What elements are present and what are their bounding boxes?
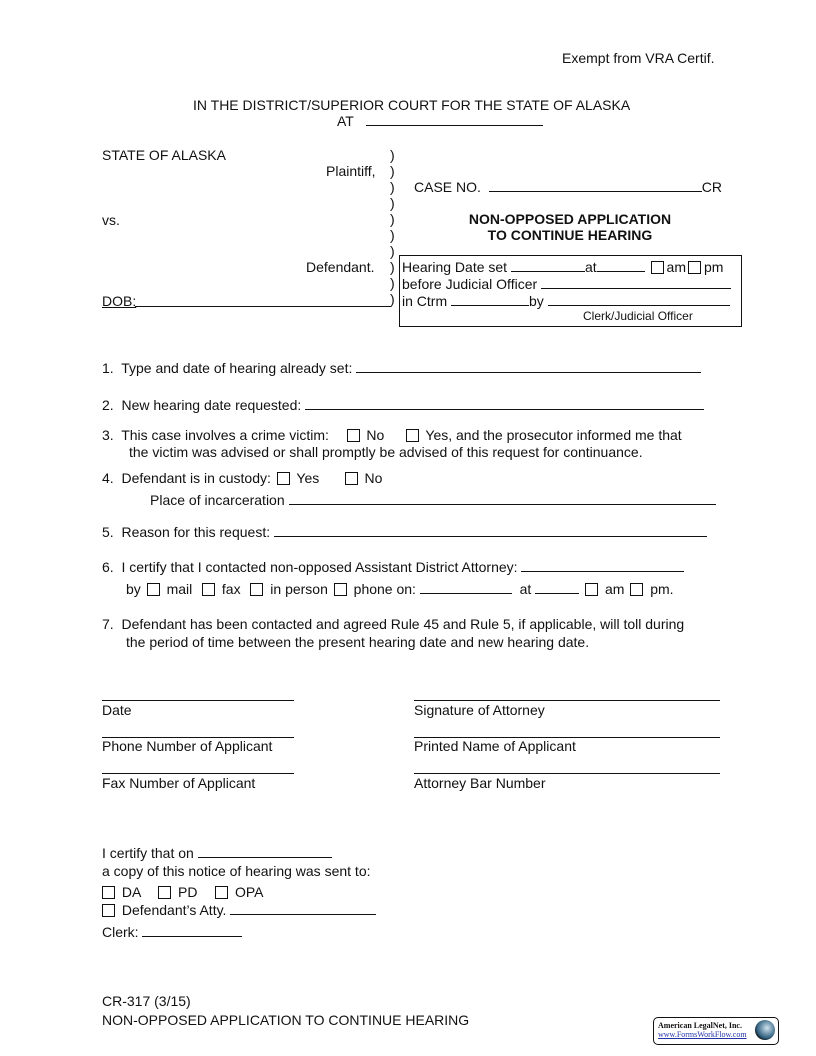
paren: ) — [390, 147, 395, 163]
label: pm — [703, 259, 724, 275]
pd-checkbox[interactable] — [158, 886, 171, 899]
cr-suffix: CR — [701, 179, 723, 195]
label: OPA — [234, 884, 264, 900]
phone-date-field[interactable] — [420, 581, 512, 594]
atty-row — [100, 902, 376, 918]
label: mail — [166, 581, 193, 597]
case-number-field[interactable] — [489, 179, 702, 192]
label: DA — [121, 884, 141, 900]
judicial-officer-row — [402, 276, 731, 292]
label: am — [604, 581, 625, 597]
am-checkbox[interactable] — [651, 261, 664, 274]
phone-time-field[interactable] — [535, 581, 579, 594]
label: phone on: — [353, 581, 416, 597]
victim-no-checkbox[interactable] — [347, 429, 360, 442]
item-2 — [102, 397, 704, 413]
form-title-line1: NON-OPPOSED APPLICATION — [468, 211, 672, 227]
label: No — [364, 470, 383, 486]
label: before Judicial Officer — [402, 276, 538, 292]
exempt-note: Exempt from VRA Certif. — [562, 50, 715, 66]
item-3-line2: the victim was advised or shall promptly be advised of this request for continuance. — [129, 444, 643, 460]
hearing-set-field[interactable] — [356, 360, 701, 373]
num: 7. — [102, 616, 114, 632]
da-checkbox[interactable] — [102, 886, 115, 899]
fax-label: Fax Number of Applicant — [102, 775, 256, 791]
opa-checkbox[interactable] — [215, 886, 228, 899]
new-date-field[interactable] — [305, 397, 704, 410]
hearing-date-field[interactable] — [511, 259, 585, 272]
item-3 — [102, 427, 682, 443]
num: 3. — [102, 427, 114, 443]
item-6-line2 — [126, 581, 674, 597]
vs-label: vs. — [102, 212, 120, 228]
paren: ) — [390, 195, 395, 211]
judicial-officer-field[interactable] — [541, 276, 731, 289]
custody-yes-checkbox[interactable] — [277, 472, 290, 485]
ada-name-field[interactable] — [521, 559, 684, 572]
mail-checkbox[interactable] — [147, 583, 160, 596]
certify-row — [102, 845, 332, 861]
label: Yes — [296, 470, 320, 486]
logo-url: www.FormsWorkFlow.com — [658, 1030, 747, 1039]
label: I certify that I contacted non-opposed Assistant District Attorney: — [121, 559, 518, 575]
item-7-line2: the period of time between the present hearing date and new hearing date. — [126, 634, 590, 650]
court-location — [337, 113, 543, 129]
atty-name-field[interactable] — [230, 902, 376, 915]
signature-label: Signature of Attorney — [414, 702, 545, 718]
label: pm. — [650, 581, 674, 597]
paren: ) — [390, 259, 395, 275]
label: am — [666, 259, 686, 275]
certify-copy: a copy of this notice of hearing was sent to: — [102, 863, 371, 879]
footer-title: NON-OPPOSED APPLICATION TO CONTINUE HEARING — [102, 1012, 470, 1028]
form-title-line2: TO CONTINUE HEARING — [487, 227, 653, 243]
clerk-name-field[interactable] — [142, 924, 242, 937]
courtroom-field[interactable] — [451, 293, 529, 306]
logo-name: American LegalNet, Inc. — [658, 1021, 742, 1030]
at-label: AT — [337, 113, 354, 129]
defendant-label: Defendant. — [306, 259, 375, 275]
certify-date-field[interactable] — [198, 845, 332, 858]
label: Yes, and the prosecutor informed me that — [425, 427, 682, 443]
am-checkbox[interactable] — [585, 583, 598, 596]
case-number-row — [414, 179, 722, 195]
form-number: CR-317 (3/15) — [102, 993, 191, 1009]
recipient-row — [100, 884, 263, 900]
label: Place of incarceration — [150, 492, 285, 508]
incarceration-field[interactable] — [289, 492, 716, 505]
label: in person — [270, 581, 328, 597]
label: Type and date of hearing already set: — [121, 360, 353, 376]
fax-checkbox[interactable] — [202, 583, 215, 596]
num: 5. — [102, 524, 114, 540]
pm-checkbox[interactable] — [630, 583, 643, 596]
case-no-label: CASE NO. — [414, 179, 481, 195]
dob-label: DOB: — [102, 293, 137, 309]
num: 1. — [102, 360, 114, 376]
fax-line[interactable] — [102, 773, 294, 774]
plaintiff-name: STATE OF ALASKA — [102, 147, 226, 163]
clerk-field[interactable] — [548, 293, 730, 306]
paren: ) — [390, 275, 395, 291]
label: at — [584, 259, 597, 275]
in-person-checkbox[interactable] — [250, 583, 263, 596]
num: 6. — [102, 559, 114, 575]
globe-icon — [755, 1020, 775, 1040]
label: Clerk: — [102, 924, 139, 940]
incarceration-row — [150, 492, 716, 508]
reason-field[interactable] — [274, 524, 707, 537]
paren: ) — [390, 211, 395, 227]
label: Hearing Date set — [402, 259, 508, 275]
paren: ) — [390, 291, 395, 307]
hearing-date-row — [402, 259, 723, 275]
clerk-row — [102, 924, 242, 940]
paren: ) — [390, 227, 395, 243]
dob-field[interactable] — [135, 306, 391, 307]
paren: ) — [390, 243, 395, 259]
publisher-logo — [653, 1017, 779, 1045]
label: New hearing date requested: — [121, 397, 302, 413]
label: by — [529, 293, 544, 309]
item-5 — [102, 524, 707, 540]
item-6 — [102, 559, 684, 575]
date-line[interactable] — [102, 700, 294, 701]
bar-number-label: Attorney Bar Number — [414, 775, 546, 791]
paren: ) — [390, 163, 395, 179]
hearing-time-field[interactable] — [597, 259, 645, 272]
label: PD — [178, 884, 198, 900]
date-label: Date — [102, 702, 132, 718]
clerk-label: Clerk/Judicial Officer — [583, 309, 693, 323]
plaintiff-label: Plaintiff, — [326, 163, 376, 179]
victim-yes-checkbox[interactable] — [406, 429, 419, 442]
label: This case involves a crime victim: — [121, 427, 329, 443]
num: 4. — [102, 470, 114, 486]
label: by — [126, 581, 141, 597]
label: at — [519, 581, 532, 597]
bar-number-line[interactable] — [414, 773, 720, 774]
label: fax — [221, 581, 241, 597]
paren: ) — [390, 179, 395, 195]
phone-checkbox[interactable] — [334, 583, 347, 596]
label: Defendant has been contacted and agreed Rule 45 and Rule 5, if applicable, will toll during — [121, 616, 685, 632]
label: in Ctrm — [402, 293, 448, 309]
item-4 — [102, 470, 382, 486]
label: I certify that on — [102, 845, 194, 861]
label: No — [366, 427, 385, 443]
hearing-box — [399, 255, 742, 327]
num: 2. — [102, 397, 114, 413]
pm-checkbox[interactable] — [688, 261, 701, 274]
defendant-atty-checkbox[interactable] — [102, 904, 115, 917]
location-field[interactable] — [366, 113, 543, 126]
item-1 — [102, 360, 701, 376]
item-7 — [102, 616, 684, 632]
label: Defendant’s Atty. — [121, 902, 227, 918]
label: Reason for this request: — [121, 524, 271, 540]
printed-name-label: Printed Name of Applicant — [414, 738, 576, 754]
label: Defendant is in custody: — [121, 470, 271, 486]
court-heading: IN THE DISTRICT/SUPERIOR COURT FOR THE STATE OF ALASKA — [193, 97, 631, 113]
signature-line[interactable] — [414, 700, 720, 701]
phone-label: Phone Number of Applicant — [102, 738, 273, 754]
custody-no-checkbox[interactable] — [345, 472, 358, 485]
ctrm-row — [402, 293, 730, 309]
